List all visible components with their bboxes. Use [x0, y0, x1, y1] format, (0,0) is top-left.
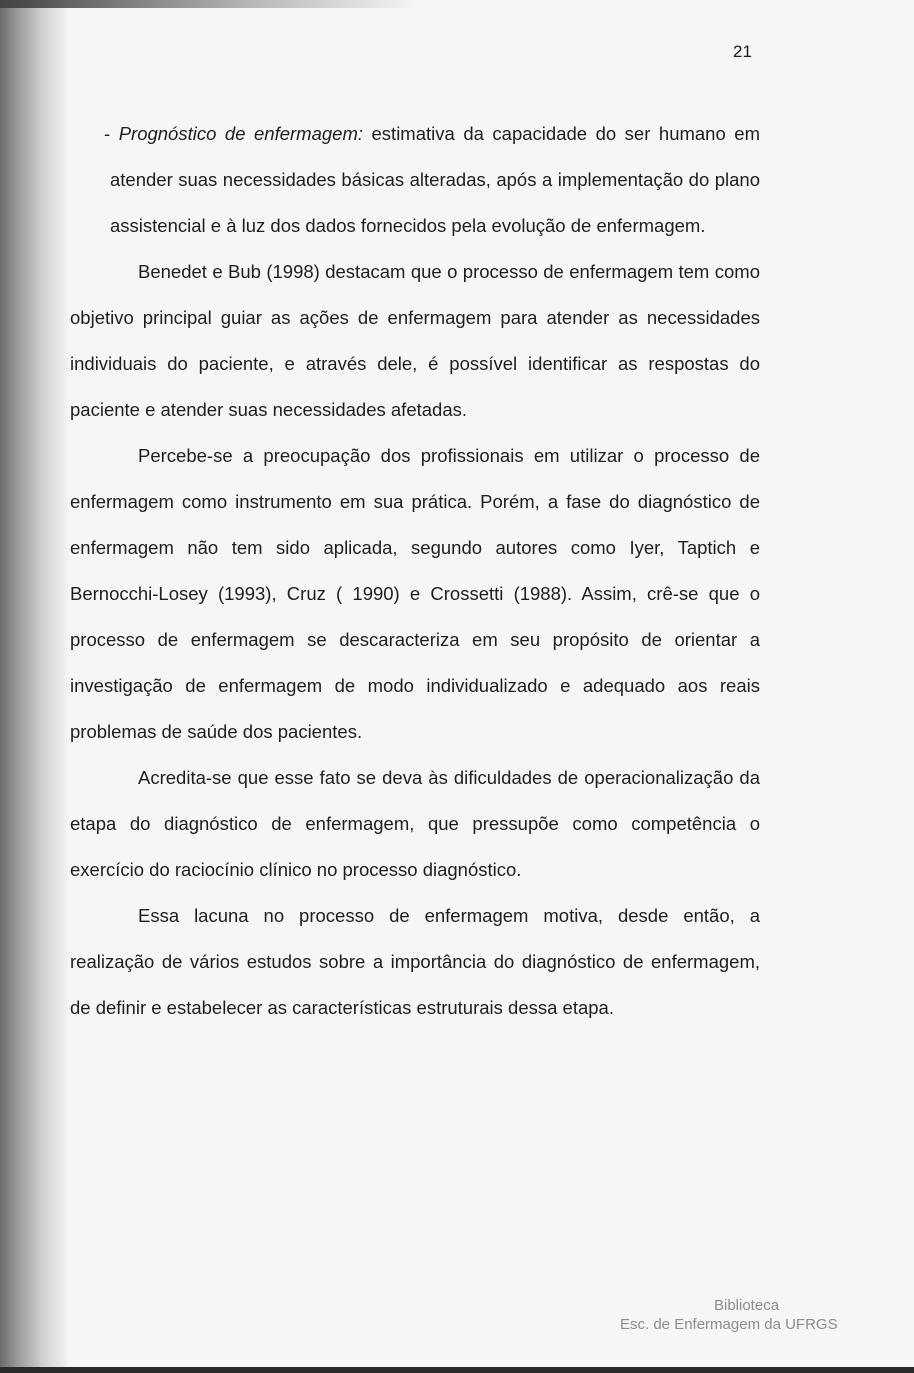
binding-shadow: [0, 0, 70, 1373]
term-prognostico: Prognóstico de enfermagem:: [118, 123, 363, 144]
stamp-line-school: Esc. de Enfermagem da UFRGS: [620, 1316, 838, 1333]
document-body: [70, 111, 760, 1031]
paragraph-essa-lacuna: Essa lacuna no processo de enfermagem motiva, desde então, a realização de vários estudos sobre a importância do diagnóstico de enfermagem, de definir e estabelecer as características estruturais dessa etapa.: [70, 905, 760, 1018]
scan-top-edge: [0, 0, 420, 8]
paragraph-percebe-se: Percebe-se a preocupação dos profissionais em utilizar o processo de enfermagem como instrumento em sua prática. Porém, a fase do diagnóstico de enfermagem não tem sido aplicada, segundo autores como Iyer, Taptich e Bernocchi-Losey (1993), Cruz ( 1990) e Crossetti (1988). Assim, crê-se que o processo de enfermagem se descaracteriza em seu propósito de orientar a investigação de enfermagem de modo individualizado e adequado aos reais problemas de saúde dos pacientes.: [70, 445, 760, 742]
stamp-line-biblioteca: Biblioteca: [714, 1297, 780, 1314]
list-dash: -: [104, 123, 119, 144]
paragraph-prognostico: [70, 111, 760, 249]
paragraph-acredita-se: Acredita-se que esse fato se deva às dificuldades de operacionalização da etapa do diagnóstico de enfermagem, que pressupõe como competência o exercício do raciocínio clínico no processo diagnóstico.: [70, 767, 760, 880]
definition-text: estimativa da capacidade do ser humano em atender suas necessidades básicas alteradas, após a implementação do plano assistencial e à luz dos dados fornecidos pela evolução de enfermagem.: [110, 123, 760, 236]
page-number: 21: [733, 42, 752, 61]
paragraph-benedet-bub: Benedet e Bub (1998) destacam que o processo de enfermagem tem como objetivo principal guiar as ações de enfermagem para atender as necessidades individuais do paciente, e através dele, é possível identificar as respostas do paciente e atender suas necessidades afetadas.: [70, 261, 760, 420]
scan-bottom-edge: [0, 1367, 914, 1373]
library-stamp: [620, 1296, 885, 1334]
